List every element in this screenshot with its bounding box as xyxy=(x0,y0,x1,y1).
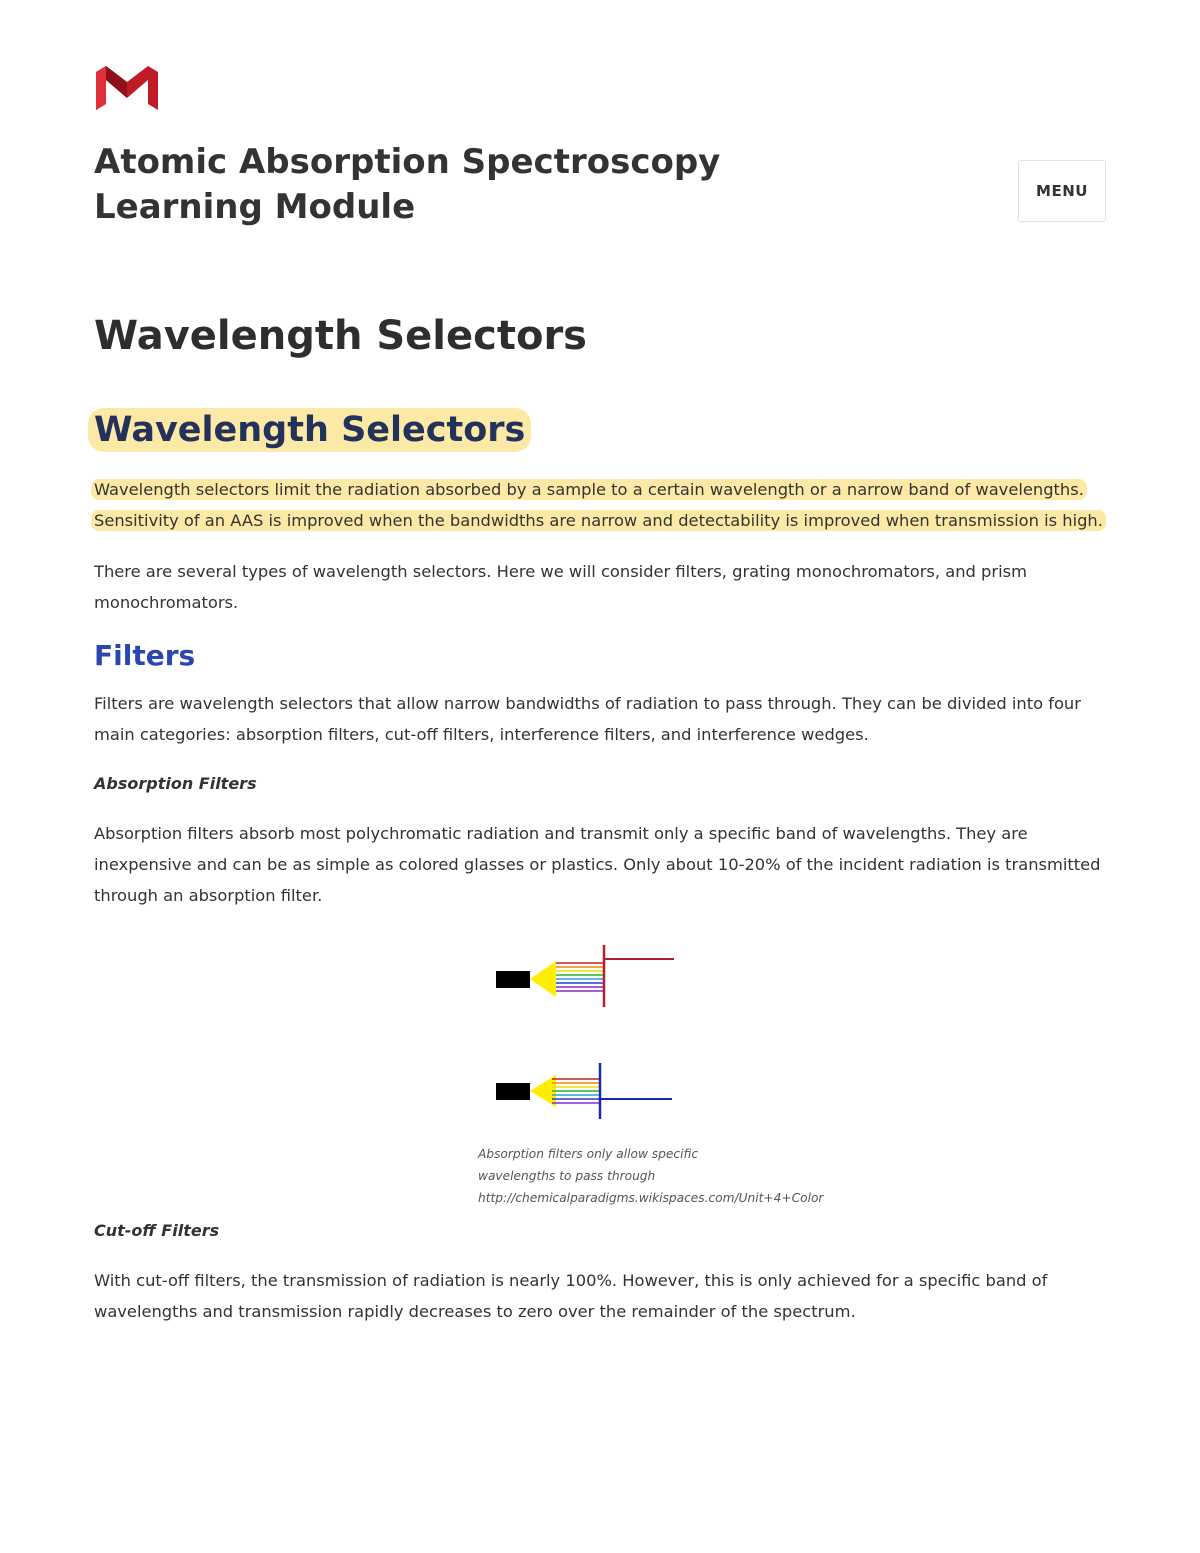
caption-line-1: Absorption filters only allow specific xyxy=(478,1147,699,1161)
intro-paragraph xyxy=(94,474,1106,536)
light-source-icon xyxy=(496,1083,530,1100)
light-source-icon xyxy=(496,971,530,988)
absorption-filter-figure xyxy=(94,937,1106,1207)
section-heading xyxy=(94,404,1106,456)
article-content xyxy=(94,404,1106,1327)
m-logo-icon[interactable] xyxy=(96,66,158,112)
page-title: Wavelength Selectors xyxy=(94,313,587,359)
absorption-filters-heading: Absorption Filters xyxy=(94,774,257,793)
figure-caption xyxy=(478,1143,878,1209)
absorption-paragraph: Absorption filters absorb most polychromatic radiation and transmit only a specific band of wavelengths. They are inexpensive and can be as simple as colored glasses or plastics. Only about 10-20% of the incident radiation is transmitted through an absorption filter. xyxy=(94,824,1101,905)
section-heading-text: Wavelength Selectors xyxy=(88,408,531,452)
caption-source-link[interactable]: http://chemicalparadigms.wikispaces.com/Unit+4+Color xyxy=(478,1191,824,1205)
caption-line-2: wavelengths to pass through xyxy=(478,1169,656,1183)
red-filter-diagram xyxy=(496,945,674,1007)
light-beam xyxy=(530,961,556,997)
menu-button[interactable]: MENU xyxy=(1018,160,1106,222)
filters-paragraph: Filters are wavelength selectors that allow narrow bandwidths of radiation to pass through. They can be divided into four main categories: absorption filters, cut-off filters, interference filters, and interference wedges. xyxy=(94,694,1081,744)
filters-heading: Filters xyxy=(94,639,196,672)
site-title[interactable]: Atomic Absorption Spectroscopy Learning Module xyxy=(94,142,721,227)
blue-filter-diagram xyxy=(496,1063,672,1119)
cutoff-filters-heading: Cut-off Filters xyxy=(94,1221,220,1240)
types-paragraph: There are several types of wavelength selectors. Here we will consider filters, grating monochromators, and prism monochromators. xyxy=(94,562,1027,612)
cutoff-paragraph: With cut-off filters, the transmission of radiation is nearly 100%. However, this is only achieved for a specific band of wavelengths and transmission rapidly decreases to zero over the remainder of the spectrum. xyxy=(94,1271,1048,1321)
filter-diagram xyxy=(94,937,1106,1137)
intro-highlighted-text: Wavelength selectors limit the radiation absorbed by a sample to a certain wavelength or a narrow band of wavelengths. Sensitivity of an AAS is improved when the bandwidths are narrow and detectability is improved when transmission is high. xyxy=(91,479,1106,531)
